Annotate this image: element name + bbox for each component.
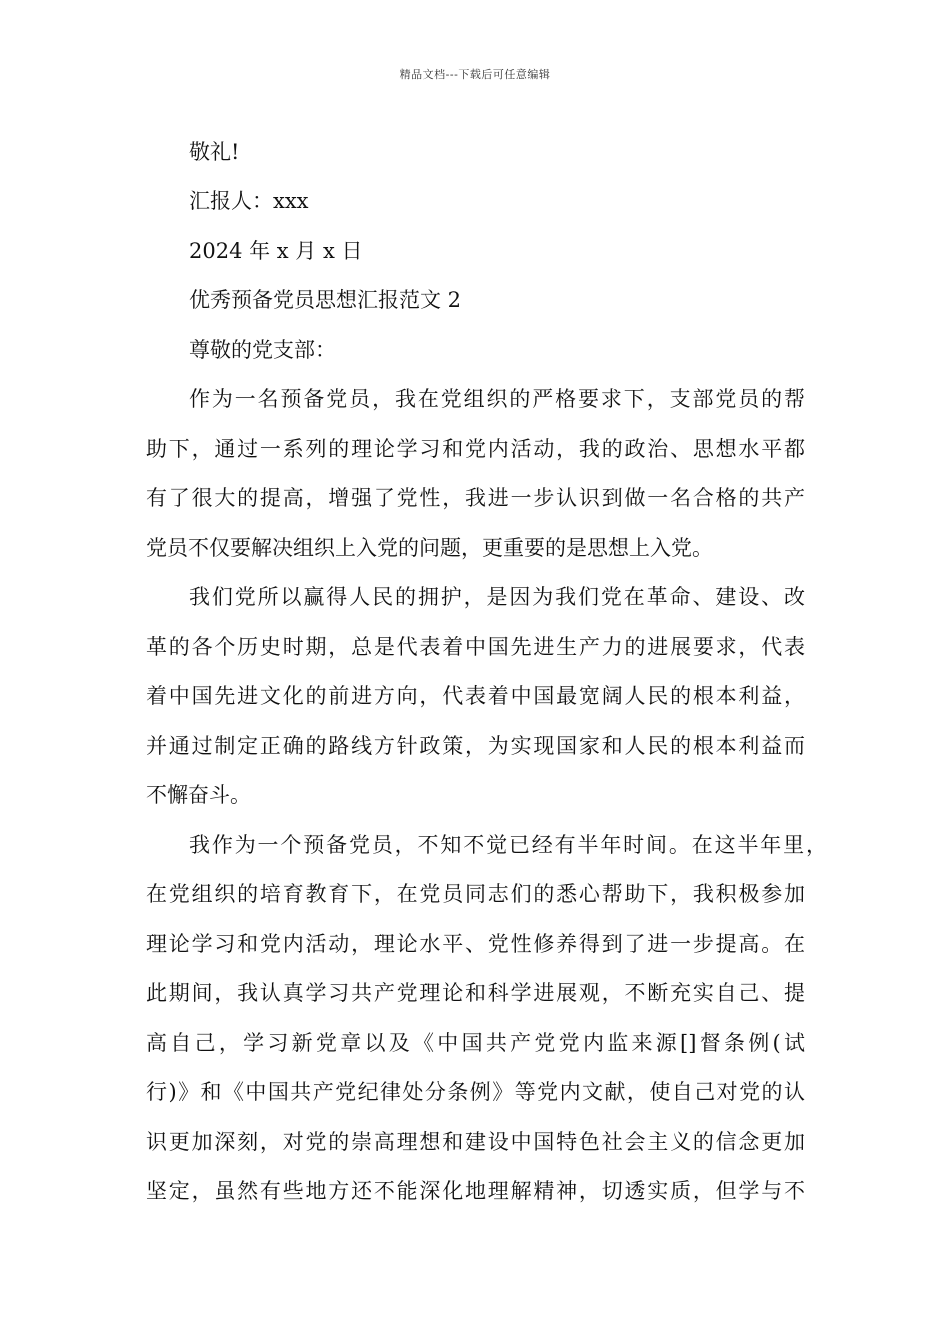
paragraph-3-line-6: 行)》和《中国共产党纪律处分条例》等党内文献，使自己对党的认: [146, 1080, 805, 1104]
paragraph-3-line-4: 此期间，我认真学习共产党理论和科学进展观，不断充实自己、提: [146, 981, 805, 1005]
salutation: 尊敬的党支部：: [189, 338, 336, 362]
reporter-line: 汇报人：xxx: [189, 189, 309, 213]
paragraph-2-line-2: 革的各个历史时期，总是代表着中国先进生产力的进展要求，代表: [146, 635, 805, 659]
paragraph-1-line-4: 党员不仅要解决组织上入党的问题，更重要的是思想上入党。: [146, 536, 713, 560]
paragraph-3-line-1: 我作为一个预备党员，不知不觉已经有半年时间。在这半年里，: [189, 833, 827, 857]
paragraph-3-line-2: 在党组织的培育教育下，在党员同志们的悉心帮助下，我积极参加: [146, 882, 805, 906]
article-title: 优秀预备党员思想汇报范文 2: [189, 288, 462, 312]
paragraph-3-line-7: 识更加深刻，对党的崇高理想和建设中国特色社会主义的信念更加: [146, 1130, 805, 1154]
paragraph-2-line-4: 并通过制定正确的路线方针政策，为实现国家和人民的根本利益而: [146, 734, 805, 758]
paragraph-2-line-3: 着中国先进文化的前进方向，代表着中国最宽阔人民的根本利益，: [146, 684, 805, 708]
paragraph-1-line-3: 有了很大的提高，增强了党性，我进一步认识到做一名合格的共产: [146, 486, 805, 510]
report-date: 2024 年 x 月 x 日: [189, 239, 363, 263]
paragraph-2-line-1: 我们党所以赢得人民的拥护，是因为我们党在革命、建设、改: [189, 585, 805, 609]
paragraph-1-line-1: 作为一名预备党员，我在党组织的严格要求下，支部党员的帮: [189, 387, 805, 411]
paragraph-3-line-5: 高自己，学习新党章以及《中国共产党党内监来源[]督条例(试: [146, 1031, 805, 1055]
closing-salute: 敬礼!: [189, 140, 240, 164]
paragraph-3-line-8: 坚定，虽然有些地方还不能深化地理解精神，切透实质，但学与不: [146, 1179, 805, 1203]
paragraph-3-line-3: 理论学习和党内活动，理论水平、党性修养得到了进一步提高。在: [146, 932, 805, 956]
paragraph-2-line-5: 不懈奋斗。: [146, 783, 251, 807]
page-header: 精品文档---下载后可任意编辑: [399, 68, 551, 81]
paragraph-1-line-2: 助下，通过一系列的理论学习和党内活动，我的政治、思想水平都: [146, 437, 805, 461]
